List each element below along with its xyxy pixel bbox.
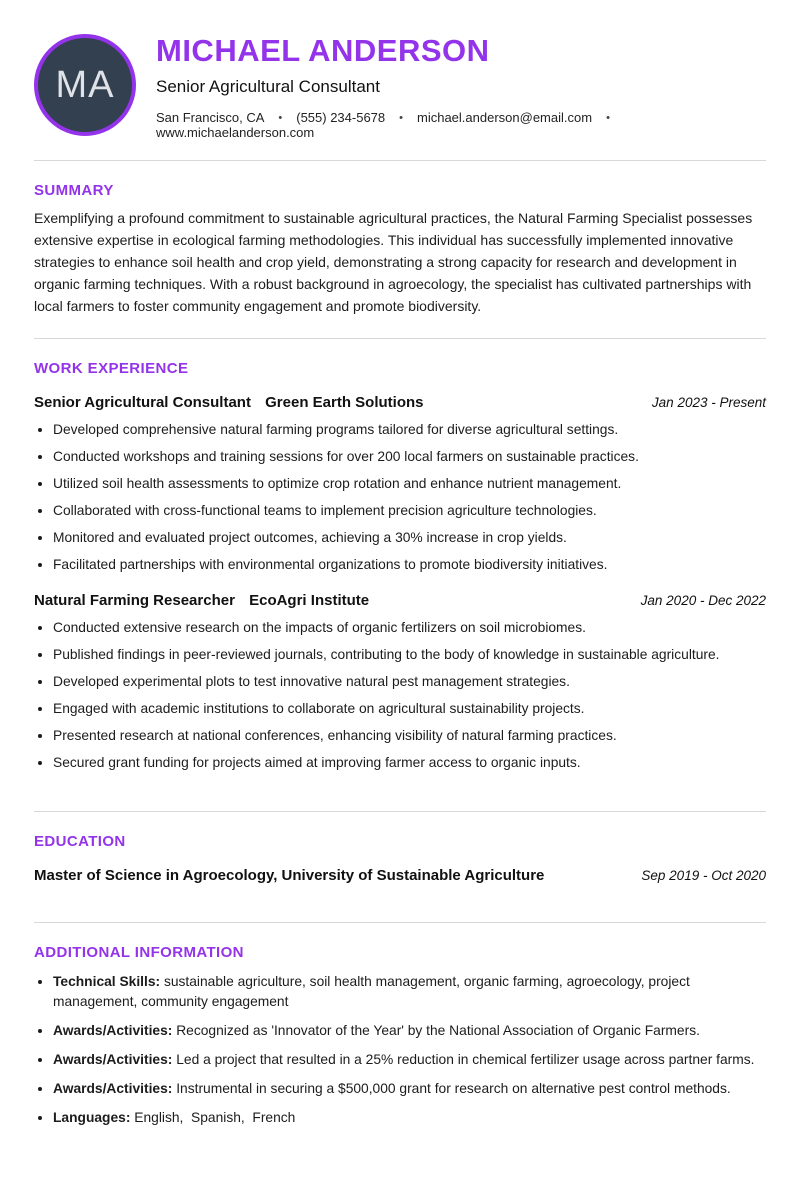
bullet-item: • Conducted workshops and training sessions for over 200 local farmers on sustainable practices. bbox=[53, 447, 766, 467]
contact-separator: • bbox=[278, 111, 283, 124]
work-entry-title-row bbox=[34, 592, 369, 609]
job-title: Senior Agricultural Consultant bbox=[34, 393, 251, 411]
item-text: Instrumental in securing a $500,000 grant for research on alternative pest control methods. bbox=[176, 1080, 731, 1096]
job-dates: Jan 2020 - Dec 2022 bbox=[640, 592, 766, 608]
work-entry bbox=[34, 592, 766, 773]
list-item bbox=[53, 1079, 766, 1099]
bullet-item: • Developed experimental plots to test innovative natural pest management strategies. bbox=[53, 672, 766, 692]
work-entry-header bbox=[34, 394, 766, 411]
item-label: Technical Skills: bbox=[53, 973, 161, 989]
resume-header bbox=[34, 30, 766, 140]
candidate-name: MICHAEL ANDERSON bbox=[156, 33, 490, 68]
job-company: EcoAgri Institute bbox=[249, 591, 370, 609]
contact-location: San Francisco, CA bbox=[156, 110, 265, 126]
item-label: Languages: bbox=[53, 1109, 131, 1125]
list-item bbox=[53, 1108, 766, 1128]
work-entry-header bbox=[34, 592, 766, 609]
bullet-item: • Developed comprehensive natural farming programs tailored for diverse agricultural settings. bbox=[53, 420, 766, 440]
bullet-item: • Published findings in peer-reviewed journals, contributing to the body of knowledge in sustainable agriculture. bbox=[53, 645, 766, 665]
avatar-initials: MA bbox=[55, 63, 115, 106]
job-dates: Jan 2023 - Present bbox=[651, 394, 766, 410]
job-bullet-list bbox=[34, 420, 766, 575]
item-label: Awards/Activities: bbox=[53, 1080, 173, 1096]
work-entry-title-row bbox=[34, 394, 424, 411]
work-experience-heading: WORK EXPERIENCE bbox=[34, 359, 189, 377]
bullet-item: • Facilitated partnerships with environmental organizations to promote biodiversity initiatives. bbox=[53, 555, 766, 575]
item-text: Recognized as 'Innovator of the Year' by the National Association of Organic Farmers. bbox=[176, 1022, 700, 1038]
work-experience-section bbox=[34, 339, 766, 773]
item-label: Awards/Activities: bbox=[53, 1051, 173, 1067]
list-item bbox=[53, 1021, 766, 1041]
bullet-item: • Engaged with academic institutions to collaborate on agricultural sustainability projects. bbox=[53, 699, 766, 719]
education-entry-header bbox=[34, 867, 766, 884]
job-title: Natural Farming Researcher bbox=[34, 591, 235, 609]
summary-text: Exemplifying a profound commitment to sustainable agricultural practices, the Natural Farming Specialist possesses extensive expertise in ecological farming methodologies. This individual has successfully implemented innovative strategies to enhance soil health and crop yield, demonstrating a strong capacity for research and development in organic farming techniques. With a robust background in agroecology, the specialist has cultivated partnerships with local farmers to foster community engagement and promote biodiversity. bbox=[34, 210, 753, 314]
additional-information-section bbox=[34, 923, 766, 1128]
contact-separator: • bbox=[399, 111, 403, 124]
item-label: Awards/Activities: bbox=[53, 1022, 173, 1038]
education-section bbox=[34, 812, 766, 884]
work-entry bbox=[34, 394, 766, 575]
candidate-title: Senior Agricultural Consultant bbox=[156, 77, 380, 97]
item-text: sustainable agriculture, soil health management, organic farming, agroecology, project management, community engagement bbox=[53, 973, 694, 1009]
item-text: Led a project that resulted in a 25% reduction in chemical fertilizer usage across partner farms. bbox=[176, 1051, 755, 1067]
additional-info-list bbox=[34, 972, 766, 1128]
bullet-item: • Secured grant funding for projects aimed at improving farmer access to organic inputs. bbox=[53, 753, 766, 773]
education-heading: EDUCATION bbox=[34, 832, 126, 850]
summary-heading: SUMMARY bbox=[34, 182, 114, 200]
bullet-item: • Monitored and evaluated project outcomes, achieving a 30% increase in crop yields. bbox=[53, 528, 766, 548]
contact-separator: • bbox=[606, 111, 610, 124]
degree-title: Master of Science in Agroecology, University of Sustainable Agriculture bbox=[34, 866, 545, 884]
bullet-item: • Presented research at national conferences, enhancing visibility of natural farming practices. bbox=[53, 726, 766, 746]
job-company: Green Earth Solutions bbox=[265, 393, 424, 411]
contact-phone: (555) 234-5678 bbox=[296, 110, 386, 126]
list-item bbox=[53, 972, 766, 1012]
additional-information-heading: ADDITIONAL INFORMATION bbox=[34, 943, 244, 961]
contact-row bbox=[156, 110, 766, 140]
item-text: English, Spanish, French bbox=[134, 1109, 296, 1125]
bullet-item: • Utilized soil health assessments to optimize crop rotation and enhance nutrient management. bbox=[53, 474, 766, 494]
contact-email[interactable]: michael.anderson@email.com bbox=[417, 110, 593, 126]
bullet-item: • Conducted extensive research on the impacts of organic fertilizers on soil microbiomes. bbox=[53, 618, 766, 638]
education-dates: Sep 2019 - Oct 2020 bbox=[641, 867, 766, 883]
job-bullet-list bbox=[34, 618, 766, 773]
list-item bbox=[53, 1050, 766, 1070]
avatar bbox=[34, 34, 136, 136]
header-text bbox=[156, 30, 766, 140]
bullet-item: • Collaborated with cross-functional teams to implement precision agriculture technologies. bbox=[53, 501, 766, 521]
contact-website[interactable]: www.michaelanderson.com bbox=[156, 125, 315, 141]
summary-section bbox=[34, 161, 766, 318]
